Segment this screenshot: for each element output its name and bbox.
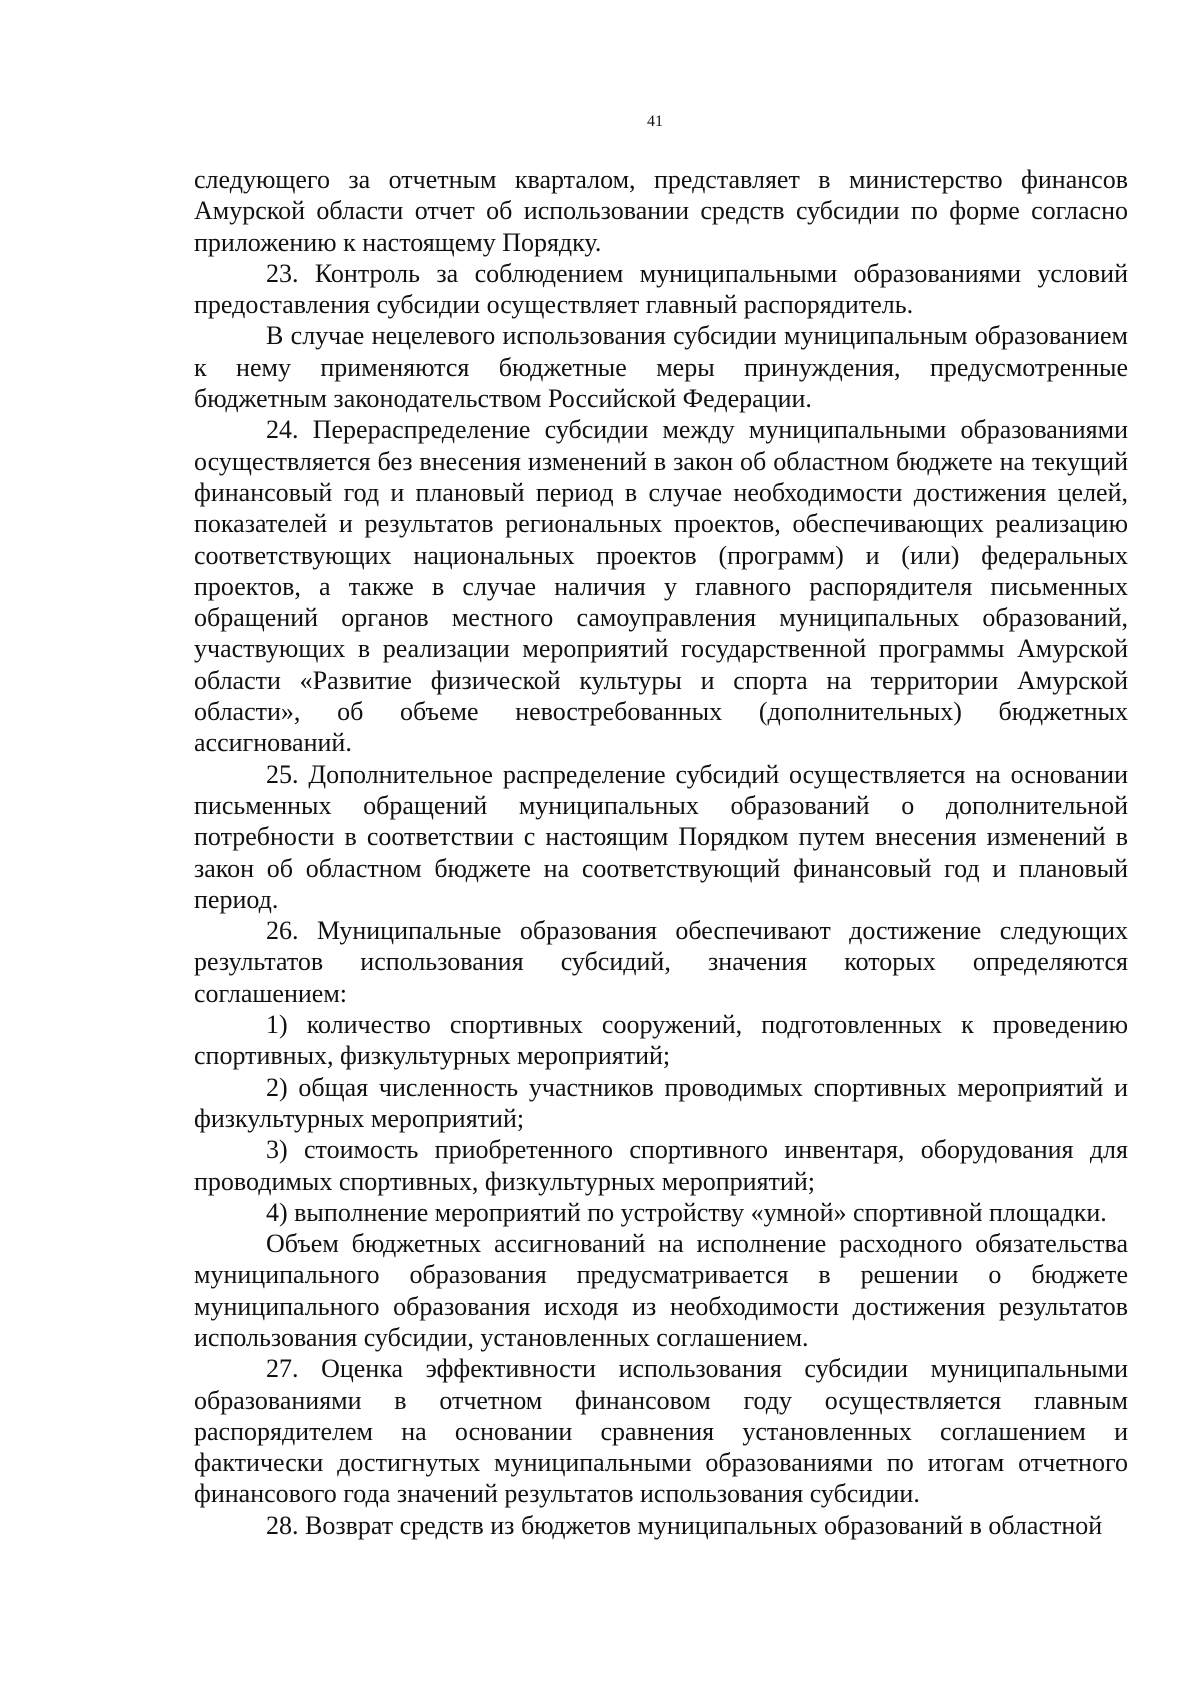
list-item-2: 2) общая численность участников проводимых спортивных мероприятий и физкультурных мероприятий; — [194, 1072, 1128, 1133]
paragraph-23-misuse: В случае нецелевого использования субсидии муниципальным образованием к нему применяются бюджетные меры принуждения, предусмотренные бюджетным законодательством Российской Федерации. — [194, 321, 1128, 414]
paragraph-continuation: следующего за отчетным кварталом, представляет в министерство финансов Амурской области отчет об использовании средств субсидии по форме согласно приложению к настоящему Порядку. — [194, 165, 1128, 257]
list-item-4: 4) выполнение мероприятий по устройству «умной» спортивной площадки. — [266, 1197, 1107, 1227]
paragraph-25: 25. Дополнительное распределение субсидий осуществляется на основании письменных обращений муниципальных образований о дополнительной потребности в соответствии с настоящим Порядком путем внесения изменений в закон об областном бюджете на соответствующий финансовый год и плановый период. — [194, 759, 1128, 914]
document-body — [194, 164, 1128, 1541]
paragraph-24: 24. Перераспределение субсидии между муниципальными образованиями осуществляется без внесения изменений в закон об областном бюджете на текущий финансовый год и плановый период в случае необходимости достижения целей, показателей и результатов региональных проектов, обеспечивающих реализацию соответствующих национальных проектов (программ) и (или) федеральных проектов, а также в случае наличия у главного распорядителя письменных обращений органов местного самоуправления муниципальных образований, участвующих в реализации мероприятий государственной программы Амурской области «Развитие физической культуры и спорта на территории Амурской области», об объеме невостребованных (дополнительных) бюджетных ассигнований. — [194, 415, 1128, 758]
list-item-1: 1) количество спортивных сооружений, подготовленных к проведению спортивных, физкультурных мероприятий; — [194, 1010, 1128, 1071]
paragraph-23: 23. Контроль за соблюдением муниципальными образованиями условий предоставления субсидии осуществляет главный распорядитель. — [194, 258, 1128, 320]
paragraph-27: 27. Оценка эффективности использования субсидии муниципальными образованиями в отчетном финансовом году осуществляется главным распорядителем на основании сравнения установленных соглашением и фактически достигнутых муниципальными образованиями по итогам отчетного финансового года значений результатов использования субсидии. — [194, 1354, 1128, 1509]
list-item-3: 3) стоимость приобретенного спортивного инвентаря, оборудования для проводимых спортивных, физкультурных мероприятий; — [194, 1135, 1128, 1196]
paragraph-28: 28. Возврат средств из бюджетов муниципальных образований в областной — [266, 1510, 1103, 1540]
paragraph-budget-allocations: Объем бюджетных ассигнований на исполнение расходного обязательства муниципального образования предусматривается в решении о бюджете муниципального образования исходя из необходимости достижения результатов использования субсидии, установленных соглашением. — [194, 1229, 1128, 1352]
page-number: 41 — [647, 113, 663, 130]
paragraph-26: 26. Муниципальные образования обеспечивают достижение следующих результатов использования субсидий, значения которых определяются соглашением: — [194, 916, 1128, 1008]
